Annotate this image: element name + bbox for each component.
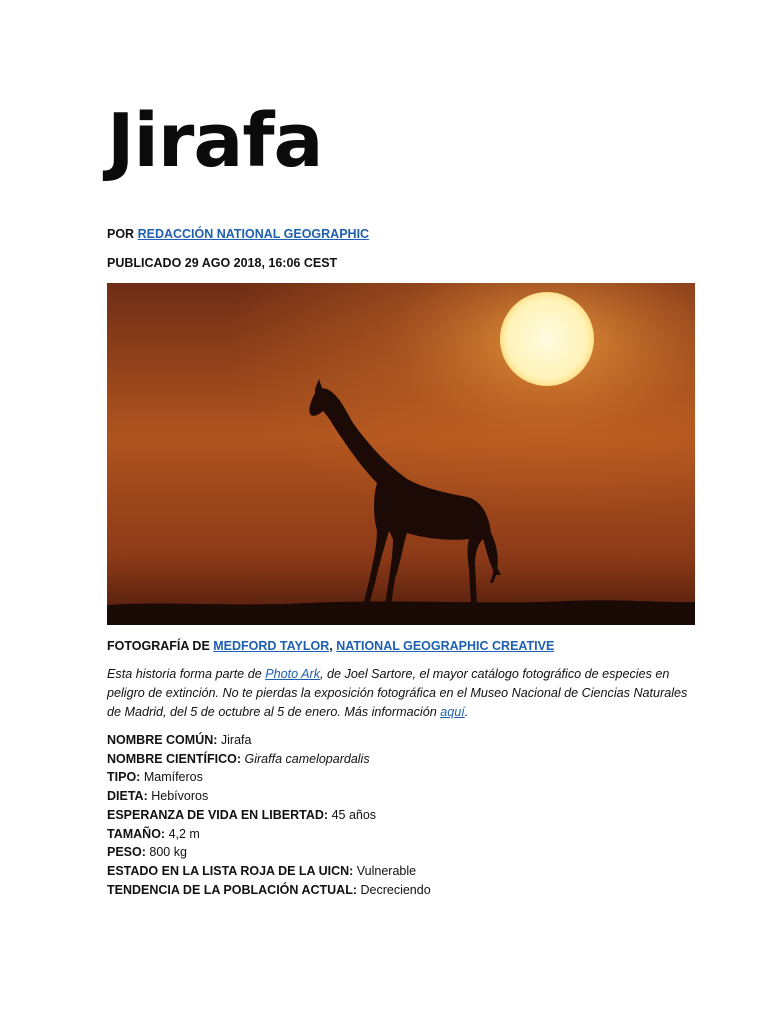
more-info-link[interactable]: aquí (440, 705, 465, 719)
photo-credit (107, 639, 554, 653)
fact-value: 4,2 m (168, 826, 200, 841)
fact-label: NOMBRE CIENTÍFICO: (107, 751, 242, 766)
fact-row (107, 825, 431, 844)
publish-date: PUBLICADO 29 AGO 2018, 16:06 CEST (107, 256, 338, 270)
fact-row (107, 731, 431, 750)
fact-value: Jirafa (220, 733, 252, 747)
giraffe-sunset-photo (107, 283, 695, 625)
sun (500, 292, 594, 386)
fact-label: ESTADO EN LA LISTA ROJA DE LA UICN: (107, 863, 354, 878)
byline-prefix: POR (107, 227, 135, 241)
fact-label: DIETA: (107, 789, 148, 804)
credit-prefix: FOTOGRAFÍA DE (107, 639, 210, 653)
agency-link[interactable]: NATIONAL GEOGRAPHIC CREATIVE (336, 639, 555, 653)
fact-label: ESPERANZA DE VIDA EN LIBERTAD: (107, 807, 329, 822)
fact-value: Decreciendo (360, 882, 431, 897)
fact-label: TENDENCIA DE LA POBLACIÓN ACTUAL: (107, 882, 357, 897)
byline (107, 227, 369, 241)
fact-row (107, 750, 431, 769)
fact-label: TAMAÑO: (107, 826, 166, 841)
fact-value: Mamíferos (143, 770, 203, 785)
fact-value: 800 kg (149, 845, 187, 860)
intro-text-1: Esta historia forma parte de (107, 667, 266, 681)
fact-value: 45 años (331, 807, 377, 822)
intro-text-3: . (464, 705, 469, 719)
fact-label: NOMBRE COMÚN: (107, 733, 218, 747)
intro-text-2: , de Joel Sartore, el mayor catálogo fotográfico de especies en peligro de extinción. No te pierdas la exposición fotográfica en el Museo Nacional de Ciencias Naturales de Madrid, del 5 de octubre al 5 de enero. Más información (107, 667, 688, 719)
fact-row (107, 881, 431, 900)
credit-separator: , (329, 639, 333, 653)
fact-row (107, 768, 431, 787)
fact-row (107, 787, 431, 806)
facts-list (107, 731, 431, 899)
intro-paragraph (107, 665, 697, 722)
fact-value: Giraffa camelopardalis (244, 751, 370, 766)
page-title: Jirafa (107, 98, 323, 184)
fact-row (107, 806, 431, 825)
fact-row (107, 843, 431, 862)
photo-ark-link[interactable]: Photo Ark (265, 667, 321, 681)
photographer-link[interactable]: MEDFORD TAYLOR (213, 639, 330, 653)
fact-value: Vulnerable (356, 863, 417, 878)
author-link[interactable]: REDACCIÓN NATIONAL GEOGRAPHIC (137, 227, 370, 241)
fact-row (107, 862, 431, 881)
fact-label: TIPO: (107, 770, 141, 785)
fact-value: Hebívoros (151, 789, 209, 804)
fact-label: PESO: (107, 845, 146, 860)
